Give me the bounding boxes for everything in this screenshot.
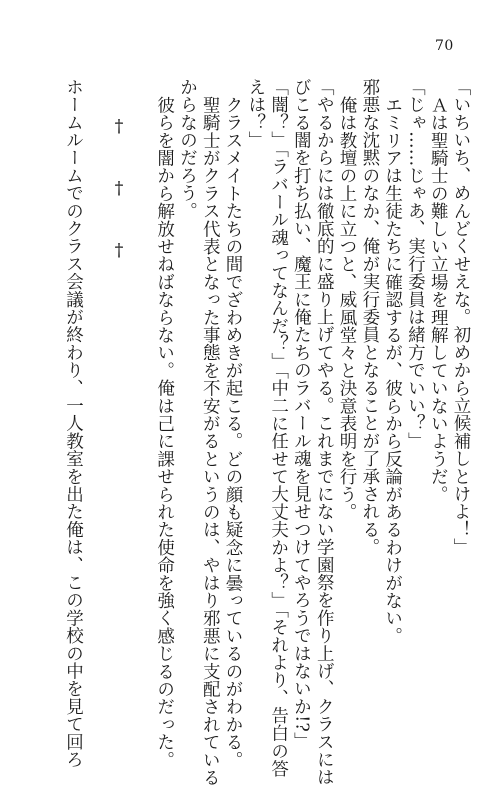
blank-line <box>84 78 107 678</box>
text-line: 「闇？」「ラバール魂ってなんだ？」「中二に任せて大丈夫かよ？」「それより、告白の答 <box>268 78 289 778</box>
text-line: びこる闇を打ち払い、魔王に俺たちのラバール魂を見せつけてやろうではないか!?」 <box>291 78 312 750</box>
dagger-mark: † <box>109 240 130 262</box>
text-line: 聖騎士がクラス代表となった事態を不安がるというのは、やはり邪悪に支配されている <box>200 95 221 786</box>
text-line: えは？」 <box>245 78 266 149</box>
text-line: クラスメイトたちの間でざわめきが起こる。どの顔も疑念に曇っているのがわかる。 <box>223 95 244 769</box>
text-line: 邪悪な沈黙のなか、俺が実行委員となることが了承される。 <box>359 78 380 556</box>
dagger-mark: † <box>109 116 130 137</box>
text-line: 俺は教壇の上に立つと、威風堂々と決意表明を行う。 <box>337 95 358 521</box>
text-line: 彼らを闇から解放せねばならない。俺は己に課せられた使命を強く感じるのだった。 <box>154 95 175 769</box>
section-separator <box>107 78 130 678</box>
text-line: からなのだろう。 <box>177 78 198 220</box>
blank-line <box>130 78 153 678</box>
dagger-mark: † <box>109 178 130 199</box>
text-line: 「やるからには徹底的に盛り上げてやる。これまでにない学園祭を作り上げ、クラスには <box>314 78 335 786</box>
text-line: 「いちいち、めんどくせえな。初めから立候補しとけよ！」 <box>451 78 471 556</box>
text-line: エミリアは生徒たちに確認するが、彼らから反論があるわけがない。 <box>382 95 403 645</box>
novel-text-body <box>22 78 472 786</box>
text-line: Ａは聖騎士の難しい立場を理解していないようだ。 <box>428 95 449 503</box>
text-line: 「じゃ……じゃあ、実行委員は緒方でいい？」 <box>405 78 426 450</box>
page-number: 70 <box>435 38 454 54</box>
text-line: ホームルームでのクラス会議が終わり、一人教室を出た俺は、この学校の中を見て回ろ <box>63 78 84 769</box>
